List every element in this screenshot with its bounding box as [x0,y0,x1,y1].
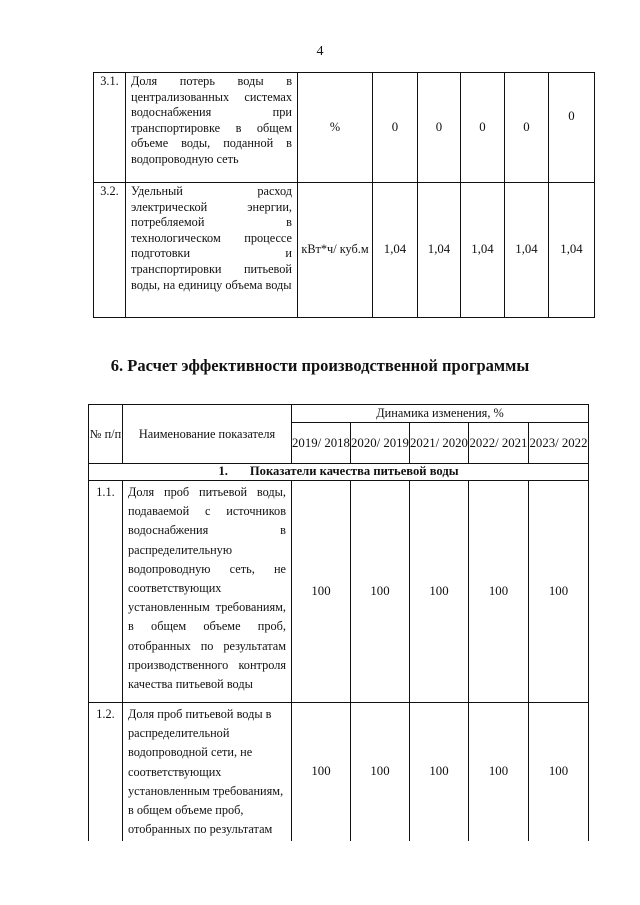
indicator-name: Доля потерь воды в централизованных системах водоснабжения при транспортировке в общем объеме воды, поданной в водопроводную сеть [126,73,298,183]
section-row [89,464,589,481]
year-header: 2023/ 2022 [529,423,589,464]
row-number: 1.1. [89,481,123,703]
indicator-name: Доля проб питьевой воды, подаваемой с источников водоснабжения в распределительную водопроводную сеть, не соответствующих установленным требованиям, в общем объеме проб, отобранных по результатам производственного контроля качества питьевой воды [123,481,292,703]
row-number: 3.1. [94,73,126,183]
value-cell: 100 [410,703,469,841]
indicators-table-continued [93,72,595,318]
value-cell: 1,04 [373,183,418,318]
value-cell: 100 [351,703,410,841]
unit-cell: % [298,73,373,183]
indicator-name: Доля проб питьевой воды в распределительной водопроводной сети, не соответствующих установленным требованиям, в общем объеме проб, отобранных по результатам [123,703,292,841]
row-number: 1.2. [89,703,123,841]
value-cell: 1,04 [549,183,595,318]
value-cell: 0 [549,73,595,183]
year-header: 2021/ 2020 [410,423,469,464]
value-cell: 100 [292,481,351,703]
year-header: 2020/ 2019 [351,423,410,464]
table-row [89,703,589,841]
section-heading [89,464,589,481]
header-num: № п/п [89,405,123,464]
value-cell: 0 [461,73,505,183]
row-number: 3.2. [94,183,126,318]
header-row [89,405,589,423]
header-name: Наименование показателя [123,405,292,464]
value-cell: 1,04 [461,183,505,318]
value-cell: 1,04 [418,183,461,318]
efficiency-table [88,404,589,841]
header-dynamics: Динамика изменения, % [292,405,589,423]
section-number: 1. [218,464,228,478]
value-cell: 100 [469,703,529,841]
value-cell: 100 [292,703,351,841]
year-header: 2022/ 2021 [469,423,529,464]
value-cell: 0 [418,73,461,183]
value-cell: 1,04 [505,183,549,318]
value-cell: 100 [469,481,529,703]
value-cell: 100 [410,481,469,703]
value-cell: 100 [529,481,589,703]
table-row [89,481,589,703]
value-cell: 0 [373,73,418,183]
value-cell: 0 [505,73,549,183]
table-row [94,183,595,318]
section-title: 6. Расчет эффективности производственной программы [110,356,530,375]
unit-cell: кВт*ч/ куб.м [298,183,373,318]
value-cell: 100 [351,481,410,703]
table-row [94,73,595,183]
section-heading-text: Показатели качества питьевой воды [249,464,459,478]
page-number: 4 [316,44,324,59]
indicator-name: Удельный расход электрической энергии, потребляемой в технологическом процессе подготовки и транспортировки питьевой воды, на единицу объема воды [126,183,298,318]
year-header: 2019/ 2018 [292,423,351,464]
value-cell: 100 [529,703,589,841]
